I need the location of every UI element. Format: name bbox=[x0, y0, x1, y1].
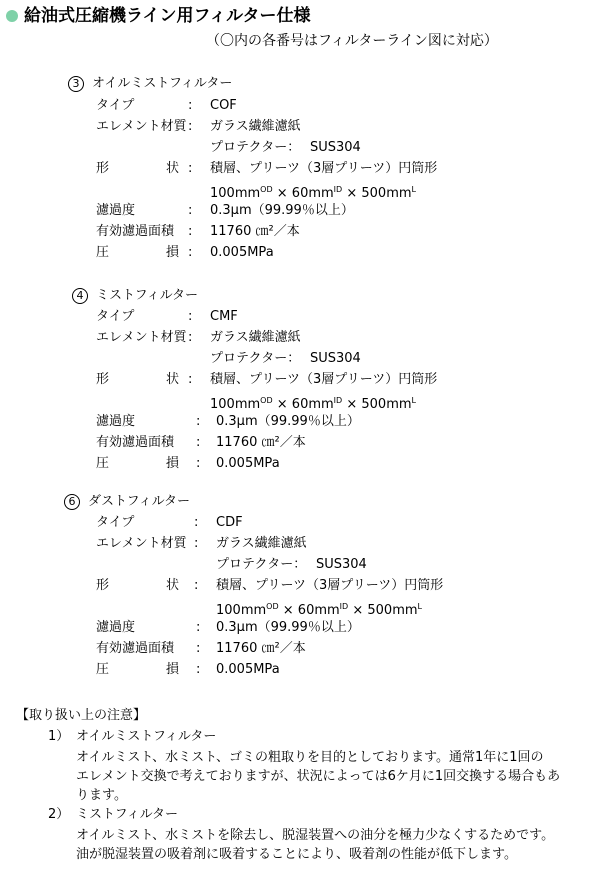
element-label: エレメント材質 bbox=[96, 330, 187, 345]
colon: : bbox=[188, 372, 193, 387]
shape-label-2: 状 bbox=[166, 161, 180, 176]
colon: : bbox=[196, 620, 201, 635]
times-sign: × bbox=[346, 186, 358, 201]
dim-inner: 60mm bbox=[297, 603, 340, 618]
colon: : bbox=[188, 245, 193, 260]
filter-number: 6 bbox=[64, 494, 80, 510]
filter-heading bbox=[72, 286, 198, 306]
title-bullet bbox=[6, 10, 18, 22]
colon: : bbox=[188, 119, 193, 134]
dim-inner-sup: ID bbox=[333, 185, 343, 194]
dim-length-sup: L bbox=[417, 602, 422, 611]
colon: : bbox=[188, 330, 193, 345]
shape-value: 積層、プリーツ（3層プリーツ）円筒形 bbox=[210, 161, 438, 176]
dim-length: 500mm bbox=[361, 186, 412, 201]
area-value: 11760 ㎝²／本 bbox=[216, 435, 306, 450]
dim-outer-sup: OD bbox=[260, 185, 273, 194]
note-line: 油が脱湿装置の吸着剤に吸着することにより、吸着剤の性能が低下します。 bbox=[76, 847, 517, 862]
colon: : bbox=[196, 456, 201, 471]
element-value: ガラス繊維濾紙 bbox=[216, 536, 307, 551]
page-subtitle: （〇内の各番号はフィルターライン図に対応） bbox=[206, 33, 498, 49]
protector-label: プロテクター： bbox=[210, 351, 301, 366]
note-line: オイルミスト、水ミストを除去し、脱湿装置への油分を極力少なくするためです。 bbox=[76, 828, 555, 843]
note-line: オイルミスト、水ミスト、ゴミの粗取りを目的としております。通常1年に1回の bbox=[76, 750, 544, 765]
times-sign: × bbox=[276, 397, 288, 412]
note-heading: ミストフィルター bbox=[76, 807, 179, 822]
filter-number: 3 bbox=[68, 76, 84, 92]
colon: : bbox=[194, 536, 199, 551]
shape-value: 積層、プリーツ（3層プリーツ）円筒形 bbox=[216, 578, 444, 593]
type-label: タイプ bbox=[96, 309, 135, 324]
element-value: ガラス繊維濾紙 bbox=[210, 330, 301, 345]
note-heading: オイルミストフィルター bbox=[76, 729, 217, 744]
colon: : bbox=[188, 224, 193, 239]
colon: : bbox=[188, 203, 193, 218]
element-label: エレメント材質 bbox=[96, 119, 187, 134]
loss-value: 0.005MPa bbox=[210, 245, 274, 260]
dim-outer: 100mm bbox=[210, 186, 261, 201]
protector-label: プロテクター： bbox=[210, 140, 301, 155]
dim-length-sup: L bbox=[411, 185, 416, 194]
area-label: 有効濾過面積 bbox=[96, 641, 175, 656]
area-label: 有効濾過面積 bbox=[96, 435, 175, 450]
page-title: 給油式圧縮機ライン用フィルター仕様 bbox=[24, 6, 311, 26]
protector-label: プロテクター： bbox=[216, 557, 307, 572]
filtration-label: 濾過度 bbox=[96, 414, 136, 429]
dim-outer-sup: OD bbox=[266, 602, 279, 611]
loss-label-2: 損 bbox=[166, 456, 180, 471]
dim-inner: 60mm bbox=[291, 186, 334, 201]
loss-label-2: 損 bbox=[166, 662, 180, 677]
protector-value: SUS304 bbox=[310, 351, 361, 366]
loss-value: 0.005MPa bbox=[216, 662, 280, 677]
dim-inner-sup: ID bbox=[333, 396, 343, 405]
dim-length-sup: L bbox=[411, 396, 416, 405]
colon: : bbox=[196, 641, 201, 656]
filtration-label: 濾過度 bbox=[96, 203, 136, 218]
dim-inner: 60mm bbox=[291, 397, 334, 412]
loss-label-1: 圧 bbox=[96, 245, 110, 260]
loss-label-1: 圧 bbox=[96, 662, 110, 677]
filter-heading bbox=[64, 492, 190, 512]
filter-name: ミストフィルター bbox=[96, 288, 199, 303]
colon: : bbox=[194, 578, 199, 593]
note-number: 1） bbox=[48, 729, 70, 744]
type-label: タイプ bbox=[96, 515, 135, 530]
shape-label-2: 状 bbox=[166, 578, 180, 593]
filtration-value: 0.3μm（99.99％以上） bbox=[216, 414, 360, 429]
loss-label-1: 圧 bbox=[96, 456, 110, 471]
note-line: エレメント交換で考えておりますが、状況によっては6ケ月に1回交換する場合もあ bbox=[76, 769, 561, 784]
loss-label-2: 損 bbox=[166, 245, 180, 260]
colon: : bbox=[188, 98, 193, 113]
area-value: 11760 ㎝²／本 bbox=[216, 641, 306, 656]
filter-number: 4 bbox=[72, 288, 88, 304]
colon: : bbox=[194, 515, 199, 530]
colon: : bbox=[188, 161, 193, 176]
protector-value: SUS304 bbox=[316, 557, 367, 572]
filtration-value: 0.3μm（99.99％以上） bbox=[216, 620, 360, 635]
colon: : bbox=[196, 435, 201, 450]
colon: : bbox=[196, 662, 201, 677]
shape-label-1: 形 bbox=[96, 161, 110, 176]
shape-value: 積層、プリーツ（3層プリーツ）円筒形 bbox=[210, 372, 438, 387]
shape-label-1: 形 bbox=[96, 372, 110, 387]
type-value: CMF bbox=[210, 309, 238, 324]
dim-inner-sup: ID bbox=[339, 602, 349, 611]
area-label: 有効濾過面積 bbox=[96, 224, 175, 239]
element-value: ガラス繊維濾紙 bbox=[210, 119, 301, 134]
times-sign: × bbox=[352, 603, 364, 618]
colon: : bbox=[196, 414, 201, 429]
note-number: 2） bbox=[48, 807, 70, 822]
area-value: 11760 ㎝²／本 bbox=[210, 224, 300, 239]
element-label: エレメント材質 bbox=[96, 536, 187, 551]
filtration-value: 0.3μm（99.99％以上） bbox=[210, 203, 354, 218]
loss-value: 0.005MPa bbox=[216, 456, 280, 471]
filter-name: ダストフィルター bbox=[88, 494, 191, 509]
dim-length: 500mm bbox=[367, 603, 418, 618]
protector-value: SUS304 bbox=[310, 140, 361, 155]
times-sign: × bbox=[276, 186, 288, 201]
dim-outer-sup: OD bbox=[260, 396, 273, 405]
filtration-label: 濾過度 bbox=[96, 620, 136, 635]
dim-outer: 100mm bbox=[216, 603, 267, 618]
times-sign: × bbox=[346, 397, 358, 412]
shape-label-1: 形 bbox=[96, 578, 110, 593]
dim-outer: 100mm bbox=[210, 397, 261, 412]
type-value: CDF bbox=[216, 515, 243, 530]
filter-heading bbox=[68, 74, 232, 94]
colon: : bbox=[188, 309, 193, 324]
filter-name: オイルミストフィルター bbox=[92, 76, 233, 91]
note-line: ります。 bbox=[76, 788, 127, 803]
shape-label-2: 状 bbox=[166, 372, 180, 387]
notes-title: 【取り扱い上の注意】 bbox=[16, 708, 147, 723]
type-label: タイプ bbox=[96, 98, 135, 113]
type-value: COF bbox=[210, 98, 237, 113]
dim-length: 500mm bbox=[361, 397, 412, 412]
times-sign: × bbox=[282, 603, 294, 618]
